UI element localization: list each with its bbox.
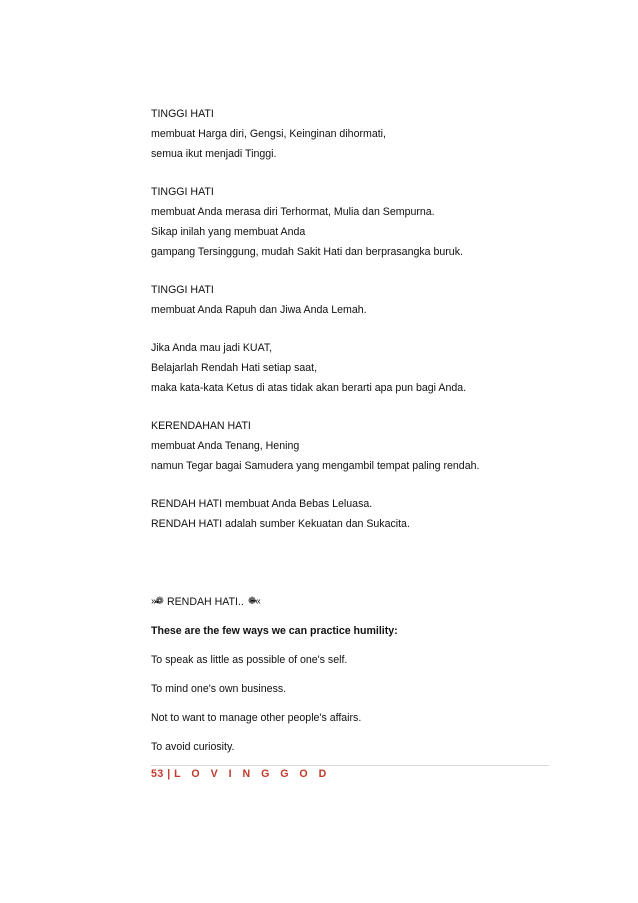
poem-stanza-2: [151, 182, 551, 262]
footer-separator: |: [167, 768, 171, 780]
ornament-left-icon: »̴̴̴̴̴̴̴̴̴̴̴̴❁: [151, 596, 163, 607]
poem-stanza-4: [151, 338, 551, 398]
humility-way: To speak as little as possible of one's self.: [151, 654, 348, 666]
poem-line: membuat Anda Rapuh dan Jiwa Anda Lemah.: [151, 304, 367, 316]
poem-stanza-5: [151, 416, 551, 476]
ornament-right-icon: ❁̴̴̴̴̴̴̴̴̴̴̴̴«: [247, 596, 260, 607]
poem-stanza-6: [151, 494, 551, 534]
poem-line: membuat Harga diri, Gengsi, Keinginan dihormati,: [151, 128, 386, 140]
poem-line: gampang Tersinggung, mudah Sakit Hati dan berprasangka buruk.: [151, 246, 463, 258]
section-title: [151, 592, 551, 612]
poem-line: TINGGI HATI: [151, 284, 214, 296]
poem-line: semua ikut menjadi Tinggi.: [151, 148, 277, 160]
poem-stanza-3: [151, 280, 551, 320]
section-title-text: RENDAH HATI..: [166, 596, 244, 608]
poem-line: Jika Anda mau jadi KUAT,: [151, 342, 273, 354]
poem-line: membuat Anda merasa diri Terhormat, Mulia dan Sempurna.: [151, 206, 435, 218]
humility-heading: These are the few ways we can practice humility:: [151, 625, 398, 637]
poem-line: RENDAH HATI membuat Anda Bebas Leluasa.: [151, 498, 373, 510]
poem-line: maka kata-kata Ketus di atas tidak akan berarti apa pun bagi Anda.: [151, 382, 467, 394]
poem-line: KERENDAHAN HATI: [151, 420, 251, 432]
poem-line: Belajarlah Rendah Hati setiap saat,: [151, 362, 318, 374]
running-title: L O V I N G G O D: [174, 768, 331, 780]
humility-way: To avoid curiosity.: [151, 741, 235, 753]
poem-line: TINGGI HATI: [151, 108, 214, 120]
poem-line: RENDAH HATI adalah sumber Kekuatan dan Sukacita.: [151, 518, 410, 530]
poem-line: namun Tegar bagai Samudera yang mengambil tempat paling rendah.: [151, 460, 480, 472]
page-content: [151, 104, 551, 766]
page-footer: [151, 768, 330, 780]
poem-line: Sikap inilah yang membuat Anda: [151, 226, 306, 238]
humility-way: Not to want to manage other people's affairs.: [151, 712, 362, 724]
poem-line: membuat Anda Tenang, Hening: [151, 440, 300, 452]
humility-way: To mind one's own business.: [151, 683, 287, 695]
footer-divider: [151, 765, 549, 766]
poem-line: TINGGI HATI: [151, 186, 214, 198]
poem-stanza-1: [151, 104, 551, 164]
page-number: 53: [151, 768, 164, 780]
